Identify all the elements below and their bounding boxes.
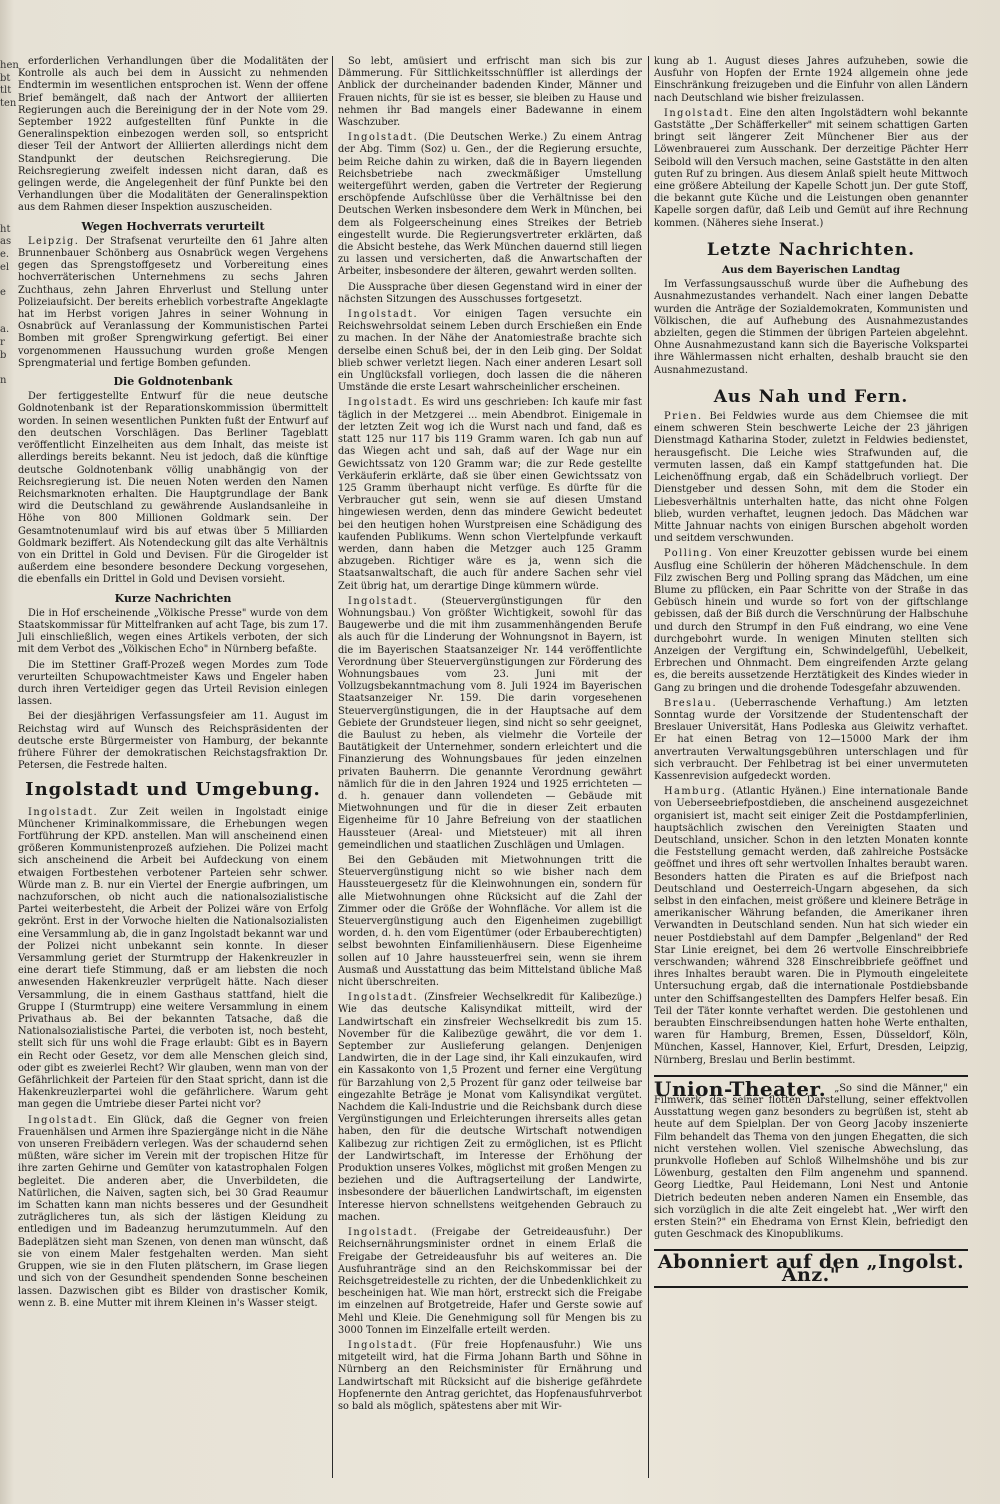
article-text: Ingolstadt. Vor einigen Tagen versuchte ein Reichswehrsoldat seinem Leben durch Erschießen ein Ende zu machen. In der Nähe der Anatomiestraße brachte sich derselbe einen Schuß bei, der in den Leib ging. Der Soldat blieb schwer verletzt liegen. Nach einer anderen Lesart soll ein Unglücksfall vorliegen, doch lassen die die näheren Umstände die erste Lesart wahrscheinlicher erscheinen. [338, 309, 642, 394]
margin-fragment: as [0, 236, 12, 248]
margin-fragment [0, 539, 14, 552]
section-title-aus-nah-und-fern: Aus Nah und Fern. [713, 386, 909, 407]
margin-fragment [0, 274, 14, 287]
margin-fragment [0, 425, 14, 438]
margin-fragment [0, 476, 14, 489]
article-text: Ingolstadt. (Freigabe der Getreideausfuhr.) Der Reichsernährungsminister ordnet in einem Erlaß die Freigabe der Getreideausfuhr bis auf weiteres an. Die Ausfuhranträge sind an den Reichskommissar bei der Reichsgetreidestelle zu richten, der die Unbedenklichkeit zu bescheinigen hat. Wie man hört, erstreckt sich die Freigabe im einzelnen auf Brotgetreide, Hafer und Gerste sowie auf Mehl und Kleie. Die Genehmigung soll für Mengen bis zu 3000 Tonnen im Einzelfalle erteilt werden. [338, 1227, 642, 1336]
article-text: Hamburg. (Atlantic Hyänen.) Eine internationale Bande von Ueberseebriefpostdieben, die anscheinend ausgezeichnet organisiert ist, macht seit einiger Zeit die Postdampferlinien, hauptsächlich zwischen den Vereinigten Staaten und Deutschland, unsicher. Schon in den letzten Monaten konnte die Feststellung gemacht werden, daß zahlreiche Postsäcke geöffnet und ihres oft sehr wertvollen Inhaltes beraubt waren. Besonders hatten die Piraten es auf die Briefpost nach Deutschland und Oesterreich-Ungarn abgesehen, da sich selbst in den einfachen, meist größere und kleinere Beträge in amerikanischer Währung befanden, die Amerikaner ihren Verwandten in Deutschland senden. Nun hat sich wieder ein neuer Postdiebstahl auf dem Dampfer „Belgenland" der Red Star Linie ereignet, bei dem 26 wertvolle Einschreibbriefe verschwanden; während 328 Einschreibbriefe geöffnet und ihres Inhaltes beraubt waren. Die in Plymouth eingeleitete Untersuchung ergab, daß die internationale Postdiebsbande unter den Schiffsangestellten des Dampfers Helfer besaß. Ein Teil der Täter konnte verhaftet werden. Die gestohlenen und beraubten Einschreibsendungen hatten hohe Werte enthalten, waren für Hamburg, Bremen, Essen, Düsseldorf, Köln, München, Kassel, Hannover, Kiel, Erfurt, Dresden, Leipzig, Nürnberg, Breslau und Berlin bestimmt. [654, 786, 968, 1066]
margin-fragment [0, 438, 14, 451]
union-theater-ad [654, 1075, 968, 1242]
ad-title: Union-Theater. [654, 1076, 827, 1101]
margin-fragment: tlt [0, 85, 12, 97]
dateline: Ingolstadt. [348, 992, 419, 1004]
article-text: Die in Hof erscheinende „Völkische Presse" wurde von dem Staatskommissar für Mittelfranken auf acht Tage, bis zum 17. Juli einschließlich, wegen eines Artikels verboten, der sich mit dem Verbot des „Völkischen Echo" in Nürnberg befaßte. [18, 607, 328, 656]
article-text: Im Verfassungsausschuß wurde über die Aufhebung des Ausnahmezustandes verhandelt. Nach einer langen Debatte wurden die Anträge der Sozialdemokraten, Kommunisten und Völkischen, die auf Aufhebung des Ausnahmezustandes abzielten, gegen die Stimmen der übrigen Parteien abgelehnt. Ohne Ausnahmezustand kann sich die Bayerische Volkspartei ihre Wählermassen nicht erhalten, deshalb braucht sie den Ausnahmezustand. [654, 279, 968, 376]
headline-goldnotenbank: Die Goldnotenbank [113, 375, 233, 389]
article-text: Bei den Gebäuden mit Mietwohnungen tritt die Steuervergünstigung nicht so wie bisher nach dem Haussteuergesetz für die Kleinwohnungen ein, sondern für alle Mietwohnungen ohne Rücksicht auf die Zahl der Zimmer oder die Größe der Wohnfläche. Vor allem ist die Steuervergünstigung auch den Eigenheimen zugebilligt worden, d. h. den vom Eigentümer (oder Erbauberechtigten) selbst bewohnten Einfamilienhäusern. Diese Eigenheime sollen auf 10 Jahre haussteuerfrei sein, wenn sie ihrem Ausmaß und Ausstattung das beim Mittelstand übliche Maß nicht überschreiten. [338, 855, 642, 989]
column-rule-2 [648, 56, 649, 1478]
margin-fragment [0, 413, 14, 426]
margin-fragment [0, 211, 14, 224]
margin-fragment: e [0, 286, 6, 298]
dateline: Ingolstadt. [348, 132, 419, 144]
column-1 [18, 56, 328, 1484]
subscription-banner: Abonniert auf den „Ingolst. Anz." [654, 1249, 968, 1287]
dateline: Ingolstadt. [348, 397, 419, 409]
dateline: Ingolstadt. [664, 107, 735, 119]
margin-fragment [0, 299, 14, 312]
article-text: Ingolstadt. (Zinsfreier Wechselkredit für Kalibezüge.) Wie das deutsche Kalisyndikat mitteilt, wird der Landwirtschaft ein zinsfreier Wechselkredit bis zum 15. November für die Kalibezüge gewährt, die vor dem 1. September zur Auslieferung gelangen. Denjenigen Landwirten, die in der Lage sind, ihr Kali einzukaufen, wird ein Kassakonto von 1,5 Prozent und ferner eine Vergütung für Barzahlung von 2,5 Prozent für ganz oder teilweise bar eingezahlte Beträge je Monat vom Kalisyndikat vergütet. Nachdem die Kali-Industrie und die Reichsbank durch diese Vergünstigungen und Erleichterungen ihrerseits alles getan haben, den für die deutsche Wirtschaft notwendigen Kalibezug zur richtigen Zeit zu ermöglichen, ist es Pflicht der Landwirtschaft, im Interesse der Erhöhung der Produktion unseres Volkes, möglichst mit großen Mengen zu beziehen und die Auftragserteilung der Landwirte, insbesondere der bäuerlichen Landwirtschaft, im eigensten Interesse hiervon schnellstens weitgehenden Gebrauch zu machen. [338, 992, 642, 1223]
dateline: Ingolstadt. [348, 595, 419, 607]
margin-fragment: a. [0, 324, 10, 336]
margin-fragment: e. [0, 248, 10, 260]
headline-landtag: Aus dem Bayerischen Landtag [721, 264, 901, 277]
dateline: Leipzig. [28, 235, 80, 247]
margin-fragment: hen [0, 60, 19, 71]
margin-fragment: b [0, 349, 7, 361]
margin-fragment [0, 387, 14, 400]
dateline: Ingolstadt. [28, 1114, 99, 1126]
margin-fragment [0, 450, 14, 463]
left-margin-bleed [0, 60, 19, 551]
margin-fragment [0, 463, 14, 476]
dateline: Ingolstadt. [348, 1227, 419, 1239]
article-text: Bei der diesjährigen Verfassungsfeier am 11. August im Reichstag wird auf Wunsch des Reichspräsidenten der deutsche erste Bürgermeister von Hamburg, der bekannte frühere Führer der demokratischen Reichstagsfraktion Dr. Petersen, die Festrede halten. [18, 711, 328, 772]
margin-fragment [0, 488, 14, 501]
margin-fragment: bt [0, 72, 11, 84]
article-text: Ingolstadt. (Für freie Hopfenausfuhr.) Wie uns mitgeteilt wird, hat die Firma Johann Barth und Söhne in Nürnberg an den Reichsminister für Ernährung und Landwirtschaft mit Rücksicht auf die bisherige gefährdete Hopfenernte den Antrag gerichtet, das Hopfenausfuhrverbot so bald als möglich, spätestens aber mit Wir- [338, 1339, 642, 1412]
margin-fragment [0, 362, 14, 375]
article-text: Breslau. (Ueberraschende Verhaftung.) Am letzten Sonntag wurde der Vorsitzende der Studentenschaft der Breslauer Universität, Hans Podleska aus Gleiwitz verhaftet. Er hat einen Betrag von 12—15000 Mark der ihm anvertrauten Verwaltungsgebühren unterschlagen und für sich verbraucht. Der Fehlbetrag ist bei einer unvermuteten Kassenrevision aufgedeckt worden. [654, 697, 968, 782]
dateline: Hamburg. [664, 786, 727, 798]
article-text: Ingolstadt. (Steuervergünstigungen für den Wohnungsbau.) Von größter Wichtigkeit, sowohl für das Baugewerbe und die mit ihm zusammenhängenden Berufe als auch für die Linderung der Wohnungsnot in Bayern, ist die im Bayerischen Staatsanzeiger Nr. 144 veröffentlichte Verordnung über Steuervergünstigungen zur Förderung des Wohnungsbaues vom 23. Juni mit der Vollzugsbekanntmachung vom 8. Juli 1924 im Bayerischen Staatsanzeiger Nr. 159. Die darin vorgesehenen Steuervergünstigungen, die in der Hauptsache auf dem Gebiete der Grundsteuer liegen, sind nicht so sehr geeignet, die Baulust zu heben, als vielmehr die Vorteile der Bautätigkeit der Unternehmer, sondern erleichtert und die Finanzierung des Wohnungsbaues für jeden einzelnen privaten Bauherrn. Die genannte Verordnung gewährt nämlich für die in den Jahren 1924 und 1925 errichteten — d. h. genauer dann vollendeten — Gebäude mit Mietwohnungen und für die in dieser Zeit erbauten Eigenheime für 10 Jahre Befreiung von der staatlichen Haussteuer (Areal- und Mietsteuer) mit all ihren gemeindlichen und staatlichen Zuschlägen und Umlagen. [338, 595, 642, 851]
column-rule-1 [332, 56, 333, 1478]
dateline: Ingolstadt. [28, 806, 99, 818]
article-text: Ingolstadt. Ein Glück, daß die Gegner von freien Frauenhälsen und Armen ihre Spaziergänge nicht in die Nähe von unseren Freibädern verlegen. Was der schaudernd sehen müßten, wäre sicher im Verein mit der tropischen Hitze für ihre zarten Gehirne und Gemüter von katastrophalen Folgen begleitet. Die anderen aber, die Unverbildeten, die Natürlichen, die Naiven, sagten sich, bei 30 Grad Reaumur im Schatten kann man nichts besseres und der Gesundheit zuträglicheres tun, als sich der lästigen Kleidung zu entledigen und im Badeanzug herumzutummeln. Auf den Badeplätzen sieht man Szenen, von denen man wünscht, daß sie von einem Maler festgehalten werden. Man sieht Gruppen, wie sie in den Fluten plätschern, im Grase liegen und sich von der Gesundheit spendenden Sonne bescheinen lassen. Dazwischen gibt es Bilder von drastischer Komik, wenn z. B. eine Mutter mit ihrem Kleinen in's Wasser steigt. [18, 1114, 328, 1309]
dateline: Ingolstadt. [348, 1339, 419, 1351]
headline-hochverrat: Wegen Hochverrats verurteilt [81, 219, 265, 233]
article-text: Ingolstadt. (Die Deutschen Werke.) Zu einem Antrag der Abg. Timm (Soz) u. Gen., der die Regierung ersuchte, beim Reiche dahin zu wirken, daß die in Bayern liegenden Reichsbetriebe nach zweckmäßiger Umstellung weitergeführt werden, gaben die Vertreter der Regierung erschöpfende Aufschlüsse über die Verhältnisse bei den Deutschen Werken insbesondere dem Werk in München, bei dem als Folgeerscheinung eines Streikes der Betrieb eingestellt wurde. Die Regierungsvertreter erklärten, daß die Absicht bestehe, das Werk München dauernd still liegen zu lassen und versicherten, daß die Anwartschaften der Arbeiter, insbesondere der älteren, gewahrt werden sollten. [338, 132, 642, 278]
margin-fragment [0, 123, 14, 136]
dateline: Ingolstadt. [348, 309, 419, 321]
margin-fragment [0, 199, 14, 212]
margin-fragment [0, 186, 14, 199]
dateline: Prien. [664, 411, 703, 423]
column-2 [338, 56, 642, 1484]
article-text: Die im Stettiner Graff-Prozeß wegen Mordes zum Tode verurteilten Schupowachtmeister Kaws und Engeler haben durch ihren Verteidiger gegen das Urteil Revision einlegen lassen. [18, 659, 328, 708]
article-text: Ingolstadt. Eine den alten Ingolstädtern wohl bekannte Gaststätte „Der Schäfferkeller" mit seinem schattigen Garten bringt seit längerer Zeit Münchener Bier aus der Löwenbrauerei zum Ausschank. Der derzeitige Pächter Herr Seibold will den Versuch machen, seine Gaststätte in den alten guten Ruf zu bringen. Aus diesem Anlaß spielt heute Mittwoch eine größere Abteilung der Kapelle Schott jun. Der gute Stoff, die bekannt gute Küche und die Leistungen oben genannter Kapelle sorgen dafür, daß Leib und Gemüt auf ihre Rechnung kommen. (Näheres siehe Inserat.) [654, 107, 968, 229]
margin-fragment: ten [0, 97, 17, 109]
section-title-letzte-nachrichten: Letzte Nachrichten. [706, 239, 916, 260]
article-text: kung ab 1. August dieses Jahres aufzuheben, sowie die Ausfuhr von Hopfen der Ernte 1924 allgemein ohne jede Einschränkung freizugeben und die Einfuhr von allen Ländern nach Deutschland wie bisher freizulassen. [654, 56, 968, 104]
article-text: erforderlichen Verhandlungen über die Modalitäten der Kontrolle als auch bei dem in Aussicht zu nehmenden Endtermin im wesentlichen entsprochen ist. Wenn der offene Brief bemängelt, daß nach der Antwort der alliierten Regierungen auch die Bereinigung der in der Note vom 29. September 1922 aufgestellten fünf Punkte in die Generalinspektion einbezogen werden soll, so entspricht dieser Teil der Antwort der Alliierten allerdings nicht dem Standpunkt der deutschen Reichsregierung. Die Reichsregierung zweifelt indessen nicht daran, daß es gelingen werde, die Angelegenheit der fünf Punkte bei den Verhandlungen über die Modalitäten der Generalinspektion aus dem Rahmen dieser Inspektion auszuscheiden. [18, 56, 328, 214]
margin-fragment [0, 173, 14, 186]
article-text: Die Aussprache über diesen Gegenstand wird in einer der nächsten Sitzungen des Ausschusses fortgesetzt. [338, 281, 642, 305]
ad-text: „So sind die Männer," ein Filmwerk, das seiner flotten Darstellung, seiner effektvollen Ausstattung wegen ganz besonders zu begrüßen ist, steht ab heute auf dem Spielplan. Der von Georg Jacoby inszenierte Film behandelt das Thema von den jungen Ehegatten, die sich nicht verstehen wollen. Viel szenische Abwechslung, das prunkvolle Hofleben auf Schloß Wilhelmshöhe und bis zur Löwenburg, gestalten den Film angenehm und spannend. Georg Liedtke, Paul Heidemann, Loni Nest und Antonie Dietrich bedeuten neben anderen Namen ein Ensemble, das sich vorzüglich in die alte Zeit eingelebt hat. „Wer wirft den ersten Stein?" ein Ehedrama von Ernst Klein, befriedigt den guten Geschmack des Kinopublikums. [654, 1082, 968, 1241]
article-text: Ingolstadt. Es wird uns geschrieben: Ich kaufe mir fast täglich in der Metzgerei ... mein Abendbrot. Einigemale in der letzten Zeit wog ich die Wurst nach und fand, daß es statt 125 nur 117 bis 119 Gramm waren. Ich gab nun auf das Wiegen acht und sah, daß auf der Wage nur ein Gewichtssatz von 120 Gramm war; die zur Rede gestellte Verkäuferin erklärte, daß sie über einen Gewichtssatz von 125 Gramm überhaupt nicht verfüge. Es dürfte für die Verbraucher gut sein, wenn sie auf diesen Umstand hingewiesen werden, denn das mindere Gewicht bedeutet bei den heutigen hohen Wurstpreisen eine Schädigung des kaufenden Publikums. Wenn schon Viertelpfunde verkauft werden, dann haben die Metzger auch 125 Gramm abzugeben. Richtiger wäre es ja, wenn sich die Staatsanwaltschaft, die auch für andere Sachen sehr viel Zeit übrig hat, um derartige Dinge kümmern würde. [338, 397, 642, 592]
margin-fragment [0, 161, 14, 174]
margin-fragment: el [0, 261, 10, 273]
article-text: Prien. Bei Feldwies wurde aus dem Chiemsee die mit einem schweren Stein beschwerte Leiche der 23 jährigen Dienstmagd Katharina Stoder, zuletzt in Feldwies bedienstet, herausgefischt. Die Leiche wies Strafwunden auf, die vermuten lassen, daß ein Kampf stattgefunden hat. Die Leichenöffnung ergab, daß ein Schädelbruch vorliegt. Der Dienstgeber und dessen Sohn, mit dem die Stoder ein Liebesverhältnis unterhalten hatte, das nicht ohne Folgen blieb, wurden verhaftet, leugnen jedoch. Das Mädchen war Mitte Jahnuar nachts von einigen Burschen abgeholt worden und seitdem verschwunden. [654, 411, 968, 545]
margin-fragment: r [0, 337, 5, 349]
dateline: Polling. [664, 548, 714, 560]
margin-fragment [0, 501, 14, 514]
margin-fragment [0, 526, 14, 539]
article-text: Ingolstadt. Zur Zeit weilen in Ingolstadt einige Münchener Kriminalkommissare, die Erhebungen wegen Fortführung der KPD. anstellen. Man will anscheinend einen größeren Kommunistenprozeß aufziehen. Die Polizei macht sich anscheinend die Arbeit bei Aufdeckung von einem etwaigen Fortbestehen verbotener Parteien sehr schwer. Würde man z. B. nur ein Viertel der Energie aufbringen, um nachzuforschen, ob nicht auch die nationalsozialistische Partei weiterbesteht, die Arbeit der Polizei wäre von Erfolg gekrönt. Erst in der Vorwoche hielten die Nationalsozialisten eine Versammlung ab, die in ganz Ingolstadt bekannt war und der Polizei nicht unbekannt sein konnte. In dieser Versammlung geriet der Sturmtrupp der Hakenkreuzler in eine derart tiefe Stimmung, daß er am liebsten die noch anwesenden Hakenkreuzler verprügelt hätte. Nach dieser Versammlung, die in einem Gasthaus stattfand, hielt die Gruppe I (Sturmtrupp) eine weitere Versammlung in einem Privathaus ab. Bei der bekannten Tatsache, daß die Nationalsozialistische Partei, die verboten ist, noch besteht, stellt sich für uns wohl die Frage erlaubt: Gibt es in Bayern ein Recht oder Gesetz, vor dem alle Menschen gleich sind, oder gibt es zweierlei Recht? Wir glauben, wenn man von der Gefährlichkeit der Parteien für den Staat spricht, dann ist die Hakenkreuzlerpartei wohl die gefährlichere. Warum geht man gegen die Umtriebe dieser Partei nicht vor? [18, 806, 328, 1111]
margin-fragment [0, 148, 14, 161]
margin-fragment [0, 136, 14, 149]
headline-kurze-nachrichten: Kurze Nachrichten [114, 591, 232, 605]
article-text: Polling. Von einer Kreuzotter gebissen wurde bei einem Ausflug eine Schülerin der höheren Mädchenschule. In dem Filz zwischen Berg und Polling sprang das Mädchen, um eine Blume zu pflücken, ein Paar Schritte von der Straße in das Gebüsch hinein und wurde so fort von der giftschlange gebissen, daß der Biß durch die Verschnürung der Halbschuhe und durch den Strumpf in den Fuß eindrang, wo eine Vene durchgebohrt wurde. In wenigen Minuten stellten sich Anzeigen der Vergiftung ein, Schwindelgefühl, Uebelkeit, Erbrechen und Ohnmacht. Dem eingreifenden Arzte gelang es, die bereits aussetzende Herztätigkeit des Kindes wieder in Gang zu bringen und die drohende Todesgefahr abzuwenden. [654, 548, 968, 694]
margin-fragment [0, 513, 14, 526]
section-title-ingolstadt: Ingolstadt und Umgebung. [25, 779, 321, 801]
margin-fragment: n [0, 374, 7, 386]
column-3 [654, 56, 968, 1484]
article-text: Der fertiggestellte Entwurf für die neue deutsche Goldnotenbank ist der Reparationskommission übermittelt worden. In seinen wesentlichen Punkten fußt der Entwurf auf den deutschen Vorschlägen. Das Berliner Tageblatt veröffentlicht Einzelheiten aus dem Inhalt, das meiste ist allerdings bereits bekannt. Neu ist jedoch, daß die künftige deutsche Goldnotenbank völlig unabhängig von der Reichsregierung ist. Die neuen Noten werden den Namen Reichsmarknoten erhalten. Die Hauptgrundlage der Bank wird die Deutschland zu gewährende Auslandsanleihe in Höhe von 800 Millionen Goldmark sein. Der Gesamtnotenumlauf wird bis auf etwas über 5 Milliarden Goldmark beziffert. Als Notendeckung gilt das alte Verhältnis von ein Drittel in Gold und Devisen. Für die Girogelder ist außerdem eine besondere besondere Deckung vorgesehen, die ebenfalls ein Drittel in Gold und Devisen vorsieht. [18, 391, 328, 586]
margin-fragment [0, 312, 14, 325]
margin-fragment: ht [0, 223, 11, 235]
article-text: So lebt, amüsiert und erfrischt man sich bis zur Dämmerung. Für Sittlichkeitsschnüffler ist allerdings der Anblick der durcheinander badenden Kinder, Männer und Frauen nichts, für sie ist es besser, sie bleiben zu Hause und nehmen ihr Bad mangels einer Badewanne in einem Waschzuber. [338, 56, 642, 129]
margin-fragment [0, 400, 14, 413]
dateline: Breslau. [664, 697, 718, 709]
margin-fragment [0, 110, 14, 123]
article-text: Leipzig. Der Strafsenat verurteilte den 61 Jahre alten Brunnenbauer Schönberg aus Osnabrück wegen Vergehens gegen das Sprengstoffgesetz und Vorbereitung eines hochverräterischen Unternehmens zu sechs Jahren Zuchthaus, zehn Jahren Ehrverlust und Stellung unter Polizeiaufsicht. Der bereits erheblich vorbestrafte Angeklagte hat im Herbst vorigen Jahres in seiner Wohnung in Osnabrück auf Veranlassung der Kommunistischen Partei Bomben mit großer Sprengwirkung gefertigt. Bei einer vorgenommenen Haussuchung wurden große Mengen Sprengmaterial und fertige Bomben gefunden. [18, 235, 328, 369]
